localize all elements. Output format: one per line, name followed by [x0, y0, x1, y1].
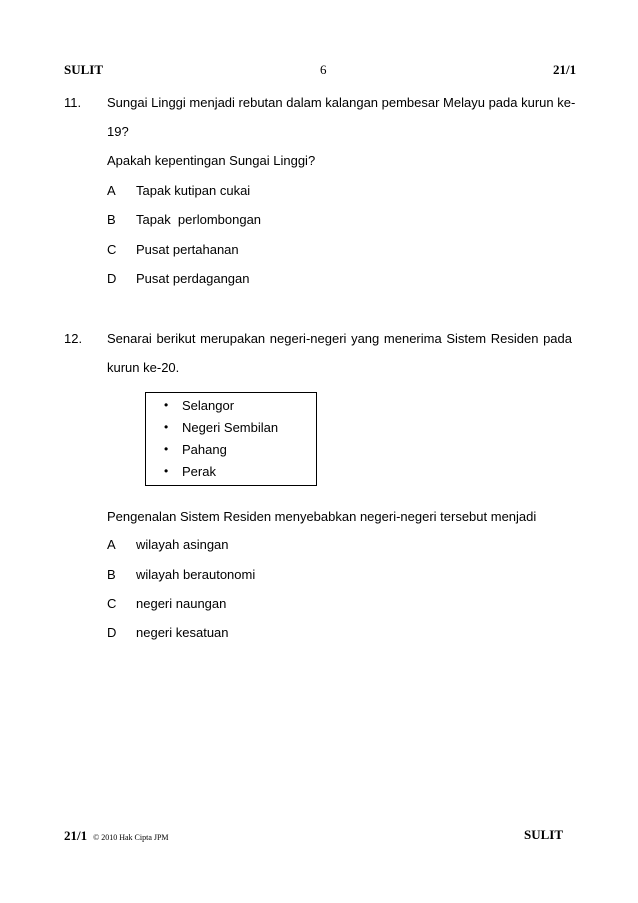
- footer-copyright: © 2010 Hak Cipta JPM: [93, 833, 169, 842]
- option-letter: C: [107, 242, 117, 257]
- option-letter: B: [107, 567, 116, 582]
- list-item: Selangor: [182, 398, 235, 413]
- list-item: Negeri Sembilan: [182, 420, 279, 435]
- question-12-stem-line1: Senarai berikut merupakan negeri-negeri yang menerima Sistem Residen pada: [107, 331, 572, 346]
- option-text: wilayah asingan: [136, 537, 229, 552]
- option-letter: A: [107, 537, 116, 552]
- footer-left: [64, 827, 169, 845]
- option-letter: D: [107, 625, 117, 640]
- question-11-stem-line1: Sungai Linggi menjadi rebutan dalam kalangan pembesar Melayu pada kurun ke-: [107, 95, 576, 110]
- states-list-box: [145, 392, 317, 486]
- option-text: Tapak kutipan cukai: [136, 183, 251, 198]
- list-item: Pahang: [182, 442, 227, 457]
- option-text: Pusat perdagangan: [136, 271, 250, 286]
- question-11-number: 11.: [64, 95, 82, 110]
- option-text: Pusat pertahanan: [136, 242, 239, 257]
- option-letter: B: [107, 212, 116, 227]
- question-11-prompt: Apakah kepentingan Sungai Linggi?: [107, 153, 316, 168]
- option-letter: A: [107, 183, 116, 198]
- option-text: negeri naungan: [136, 596, 227, 611]
- list-item: Perak: [182, 464, 216, 479]
- question-12-prompt: Pengenalan Sistem Residen menyebabkan negeri-negeri tersebut menjadi: [107, 509, 537, 524]
- option-text: Tapak perlombongan: [136, 212, 262, 227]
- bullet-icon: •: [164, 420, 169, 434]
- option-text: negeri kesatuan: [136, 625, 229, 640]
- footer-sulit: SULIT: [524, 827, 564, 842]
- question-11-stem-line2: 19?: [107, 124, 129, 139]
- bullet-icon: •: [164, 442, 169, 456]
- question-12-number: 12.: [64, 331, 83, 346]
- option-letter: D: [107, 271, 117, 286]
- page-number: 6: [320, 62, 327, 77]
- bullet-icon: •: [164, 398, 169, 412]
- header-sulit: SULIT: [64, 62, 104, 77]
- bullet-icon: •: [164, 464, 169, 478]
- option-letter: C: [107, 596, 117, 611]
- option-text: wilayah berautonomi: [136, 567, 256, 582]
- footer-code: 21/1: [64, 828, 88, 843]
- header-code: 21/1: [553, 62, 577, 77]
- question-12-stem-line2: kurun ke-20.: [107, 360, 180, 375]
